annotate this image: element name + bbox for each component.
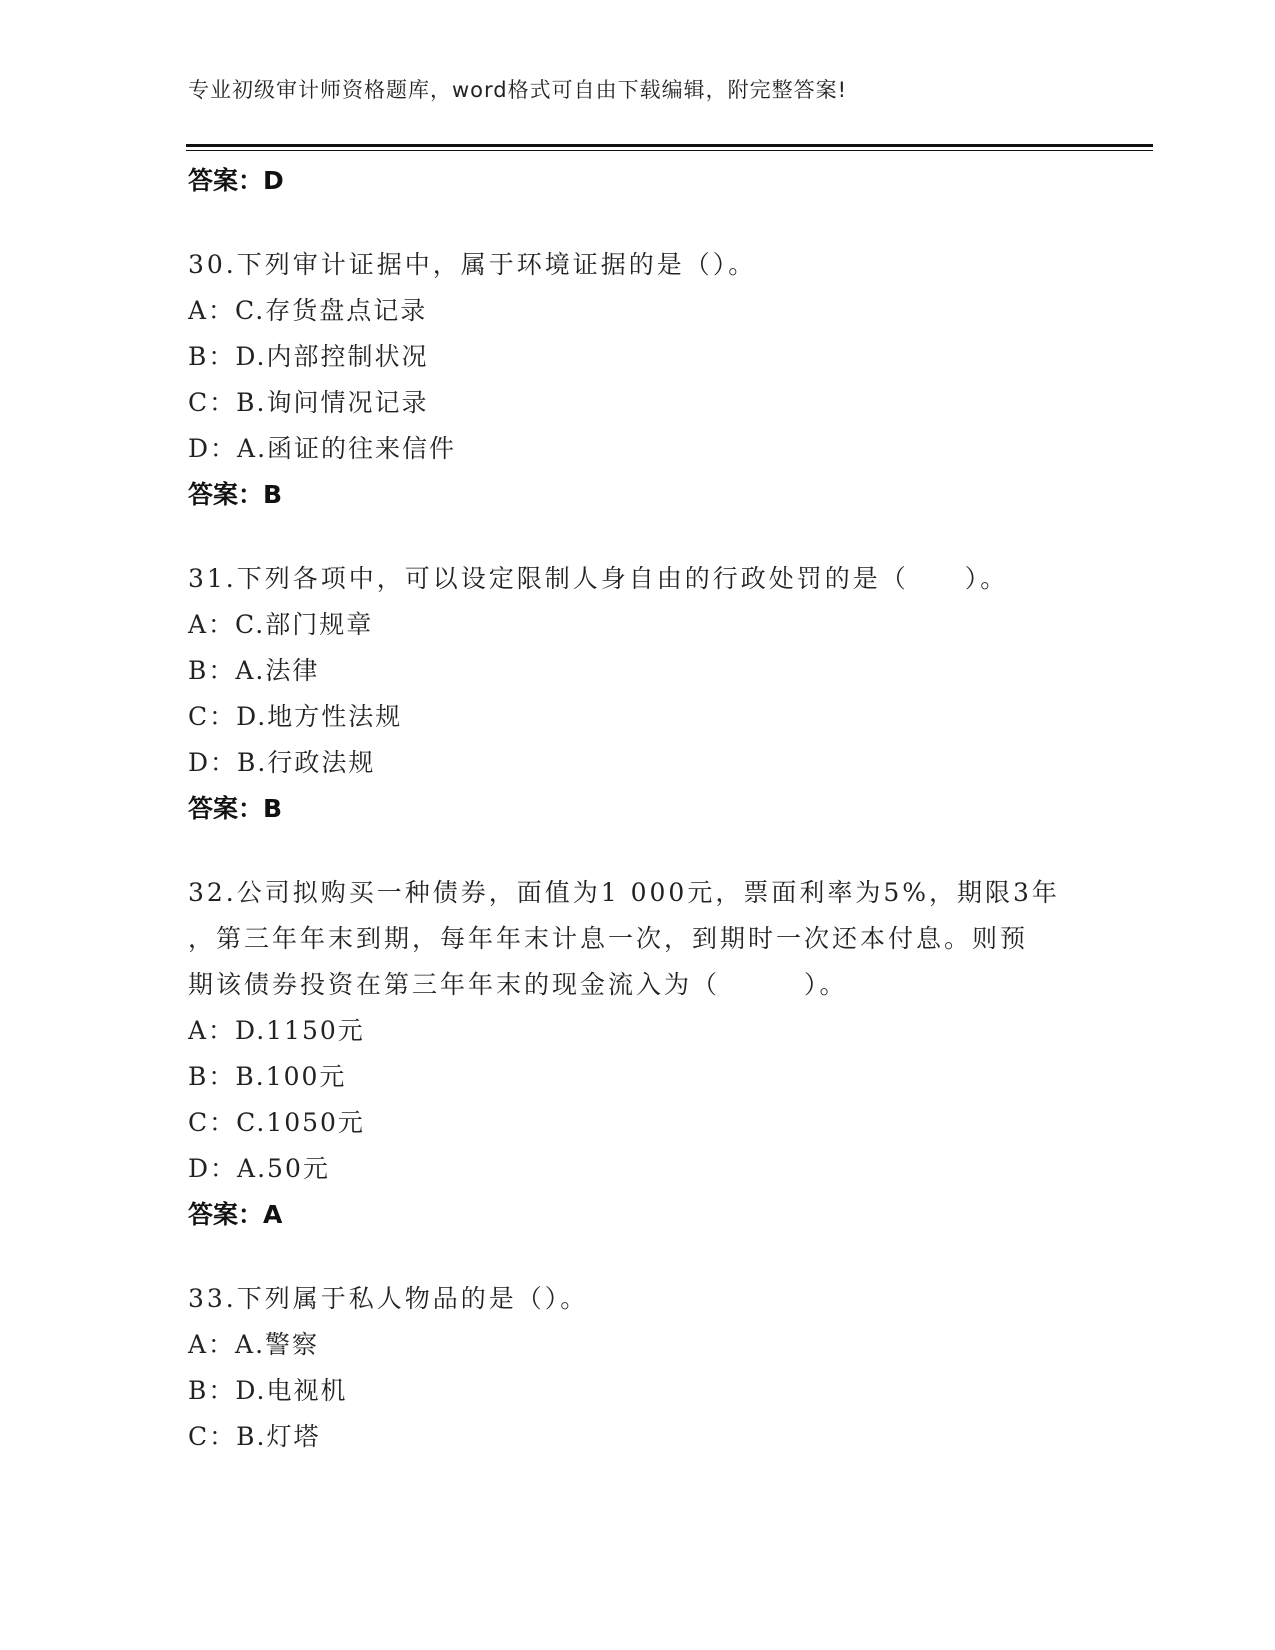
answer-29: 答案：D bbox=[188, 166, 284, 195]
option-b: B：A.法律 bbox=[188, 656, 320, 685]
option-b: B：B.100元 bbox=[188, 1062, 347, 1091]
option-c: C：B.灯塔 bbox=[188, 1422, 321, 1451]
option-c: C：C.1050元 bbox=[188, 1108, 365, 1137]
option-b: B：D.电视机 bbox=[188, 1376, 348, 1405]
option-d: D：B.行政法规 bbox=[188, 748, 376, 777]
answer-32: 答案：A bbox=[188, 1200, 283, 1229]
option-a: A：D.1150元 bbox=[188, 1016, 365, 1045]
answer-30: 答案：B bbox=[188, 480, 283, 509]
question-stem-line-3: 期该债券投资在第三年年末的现金流入为（ ）。 bbox=[188, 970, 848, 999]
option-a: A：C.部门规章 bbox=[188, 610, 374, 639]
question-stem: 33.下列属于私人物品的是（）。 bbox=[188, 1284, 589, 1313]
question-stem: 31.下列各项中，可以设定限制人身自由的行政处罚的是（ ）。 bbox=[188, 564, 1009, 593]
question-31 bbox=[188, 556, 1138, 832]
option-a: A：C.存货盘点记录 bbox=[188, 296, 428, 325]
question-list bbox=[188, 158, 1138, 1460]
option-a: A：A.警察 bbox=[188, 1330, 320, 1359]
option-c: C：D.地方性法规 bbox=[188, 702, 403, 731]
option-d: D：A.函证的往来信件 bbox=[188, 434, 457, 463]
question-33 bbox=[188, 1276, 1138, 1460]
option-d: D：A.50元 bbox=[188, 1154, 330, 1183]
question-stem-line-2: ，第三年年末到期，每年年末计息一次，到期时一次还本付息。则预 bbox=[188, 924, 1029, 953]
option-c: C：B.询问情况记录 bbox=[188, 388, 429, 417]
question-30 bbox=[188, 242, 1138, 518]
answer-31: 答案：B bbox=[188, 794, 283, 823]
question-stem: 30.下列审计证据中，属于环境证据的是（）。 bbox=[188, 250, 757, 279]
option-b: B：D.内部控制状况 bbox=[188, 342, 429, 371]
header-rule-thick bbox=[186, 144, 1153, 147]
question-32 bbox=[188, 870, 1138, 1238]
question-stem-line-1: 32.公司拟购买一种债券，面值为1 000元，票面利率为5%，期限3年 bbox=[188, 878, 1060, 907]
header-rule-thin bbox=[186, 150, 1153, 151]
page-header: 专业初级审计师资格题库，word格式可自由下载编辑，附完整答案! bbox=[188, 78, 848, 102]
